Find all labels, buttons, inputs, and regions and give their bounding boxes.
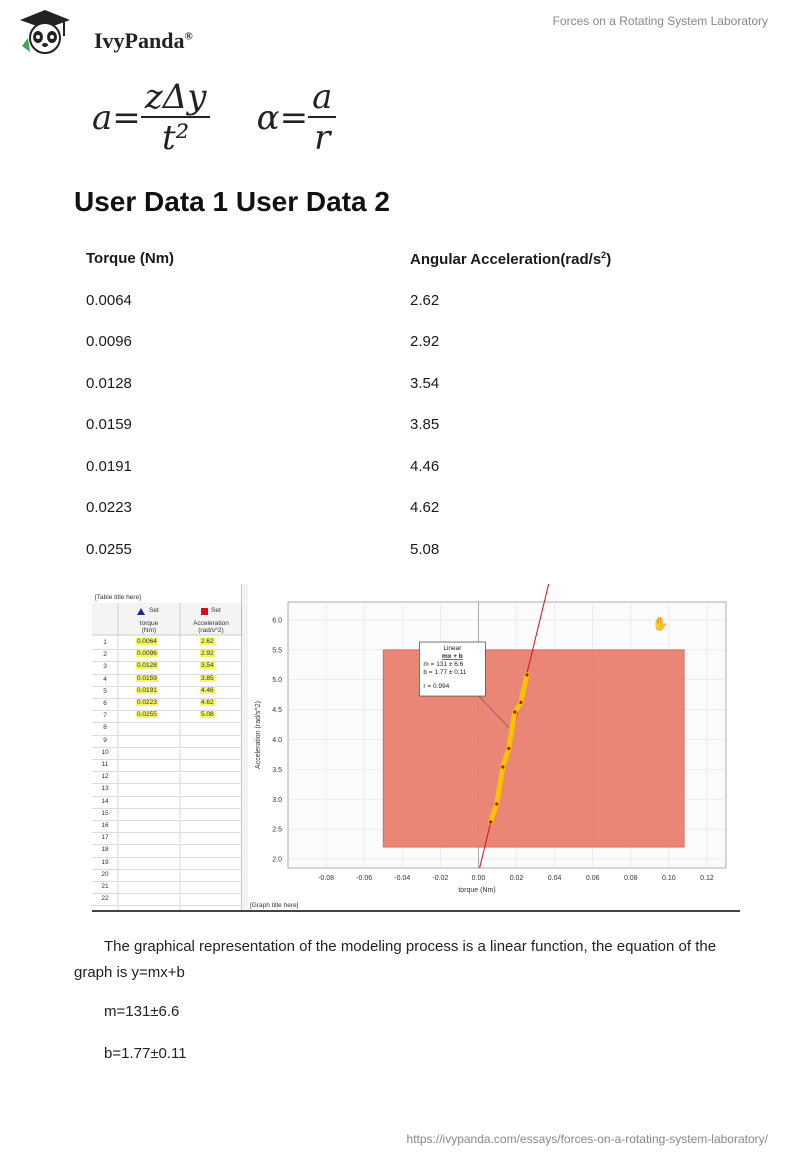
table-header-row bbox=[74, 238, 734, 280]
sheet-accel-cell[interactable]: 2.62 bbox=[201, 638, 214, 645]
y-tick-label: 3.5 bbox=[272, 766, 282, 774]
data-point bbox=[513, 710, 516, 713]
sheet-row-line bbox=[92, 710, 242, 711]
formula-2-lhs: α= bbox=[256, 98, 309, 138]
data-point bbox=[525, 673, 528, 676]
section-heading: User Data 1 User Data 2 bbox=[74, 186, 390, 217]
sheet-row-line bbox=[92, 905, 242, 906]
sheet-row-line bbox=[92, 808, 242, 809]
sheet-row-number: 7 bbox=[103, 712, 107, 720]
footer-url[interactable]: https://ivypanda.com/essays/forces-on-a-rotating-system-laboratory/ bbox=[406, 1132, 768, 1146]
sheet-row-number: 9 bbox=[103, 736, 107, 744]
fit-box-eq: mx + b bbox=[442, 653, 463, 661]
sheet-row-number: 20 bbox=[101, 870, 109, 878]
sheet-row-number: 12 bbox=[101, 773, 109, 781]
torque-cell: 0.0159 bbox=[86, 416, 132, 434]
sheet-torque-cell[interactable]: 0.0128 bbox=[137, 662, 157, 670]
acceleration-cell: 4.62 bbox=[410, 499, 440, 517]
x-tick-label: -0.08 bbox=[318, 875, 335, 882]
sheet-row-line bbox=[92, 893, 242, 894]
sheet-row-line bbox=[92, 869, 242, 870]
data-point bbox=[489, 820, 492, 823]
fit-box-title: Linear bbox=[443, 645, 462, 653]
sheet-row-number: 22 bbox=[101, 895, 109, 903]
sheet-row-line bbox=[92, 698, 242, 699]
acceleration-cell: 3.54 bbox=[410, 374, 440, 392]
sheet-torque-cell[interactable]: 0.0064 bbox=[137, 638, 157, 645]
sheet-row-number: 11 bbox=[101, 761, 109, 768]
table-row bbox=[74, 280, 734, 322]
col-acceleration-header: Angular $Acceleration(rad/s^2)$ bbox=[410, 249, 612, 268]
y-tick-label: 5.5 bbox=[272, 647, 282, 655]
formula-1-numerator: zΔy bbox=[141, 78, 211, 118]
sheet-row-line bbox=[92, 722, 242, 723]
m-value: m=131±6.6 bbox=[104, 1003, 180, 1020]
y-tick-label: 6.0 bbox=[272, 617, 282, 625]
spreadsheet-panel bbox=[92, 584, 242, 910]
formula-2-fraction bbox=[308, 78, 336, 158]
panda-icon bbox=[14, 8, 76, 56]
table-row bbox=[74, 487, 734, 529]
sheet-row-line bbox=[92, 820, 242, 821]
set-label-2: Set bbox=[211, 607, 221, 614]
y-tick-label: 4.0 bbox=[272, 736, 282, 744]
sheet-row-number: 18 bbox=[101, 846, 109, 854]
sheet-accel-cell[interactable]: 4.46 bbox=[201, 686, 214, 694]
table-title: [Table title here] bbox=[95, 594, 141, 601]
sheet-row-line bbox=[92, 661, 242, 662]
sheet-torque-cell[interactable]: 0.0223 bbox=[137, 699, 157, 706]
sheet-row-number: 14 bbox=[101, 797, 109, 805]
set-square-icon bbox=[201, 608, 208, 615]
x-tick-label: -0.04 bbox=[394, 875, 411, 882]
x-tick-label: 0.10 bbox=[662, 875, 676, 882]
data-point bbox=[501, 765, 504, 768]
brand-name: IvyPanda® bbox=[94, 28, 193, 53]
sheet-row-line bbox=[92, 649, 242, 650]
x-axis-label: torque (Nm) bbox=[458, 887, 496, 894]
sheet-row-line bbox=[92, 735, 242, 736]
sheet-row-number: 21 bbox=[101, 883, 109, 890]
document-title: Forces on a Rotating System Laboratory bbox=[552, 14, 768, 28]
sheet-row-line bbox=[92, 674, 242, 675]
sheet-row-number: 6 bbox=[103, 700, 107, 707]
ivypanda-logo[interactable] bbox=[14, 8, 214, 56]
sheet-row-number: 3 bbox=[103, 663, 107, 671]
formula-2-numerator: a bbox=[308, 78, 336, 118]
sheet-row-number: 4 bbox=[103, 675, 107, 683]
x-tick-label: 0.04 bbox=[547, 875, 562, 882]
acceleration-cell: 2.62 bbox=[410, 291, 440, 309]
torque-cell: 0.0223 bbox=[86, 499, 132, 517]
sheet-torque-cell[interactable]: 0.0191 bbox=[137, 686, 157, 694]
x-tick-label: 0.06 bbox=[585, 875, 600, 882]
sheet-accel-cell[interactable]: 2.92 bbox=[201, 650, 214, 658]
sheet-accel-cell[interactable]: 4.62 bbox=[201, 699, 214, 706]
x-tick-label: 0.12 bbox=[700, 875, 714, 882]
formula-1-lhs: a= bbox=[92, 98, 141, 138]
page-header bbox=[0, 0, 800, 60]
table-row bbox=[74, 529, 734, 571]
y-tick-label: 5.0 bbox=[272, 677, 282, 685]
x-tick-label: 0.02 bbox=[509, 875, 524, 882]
sheet-row-line bbox=[92, 747, 242, 748]
data-point bbox=[519, 701, 522, 704]
set-label-1: Set bbox=[149, 607, 159, 614]
y-tick-label: 4.5 bbox=[272, 707, 282, 715]
sheet-row-number: 10 bbox=[101, 748, 109, 756]
acceleration-cell: 5.08 bbox=[410, 540, 440, 558]
sheet-row-number: 1 bbox=[103, 639, 107, 646]
data-table bbox=[74, 238, 734, 570]
sheet-row-number: 16 bbox=[101, 822, 109, 829]
sheet-torque-cell[interactable]: 0.0096 bbox=[137, 650, 157, 658]
sheet-row-line bbox=[92, 844, 242, 845]
sheet-row-number: 13 bbox=[101, 785, 109, 793]
table-row bbox=[74, 363, 734, 405]
fit-box-m: m = 131 ± 6.6 bbox=[423, 661, 464, 669]
sheet-row-number: 8 bbox=[103, 724, 107, 732]
acceleration-vs-torque-chart bbox=[248, 584, 740, 910]
y-tick-label: 2.0 bbox=[272, 856, 282, 864]
torque-cell: 0.0191 bbox=[86, 457, 132, 475]
table-row bbox=[74, 321, 734, 363]
y-tick-label: 3.0 bbox=[272, 796, 282, 804]
sheet-accel-cell[interactable]: 3.85 bbox=[201, 674, 214, 682]
fit-box-b: b = 1.77 ± 0.11 bbox=[423, 669, 467, 677]
sheet-row-number: 2 bbox=[103, 651, 107, 659]
torque-cell: 0.0128 bbox=[86, 374, 132, 392]
graph-title: [Graph title here] bbox=[250, 902, 299, 909]
software-screenshot bbox=[92, 584, 740, 912]
sheet-row-line bbox=[92, 783, 242, 784]
y-tick-label: 2.5 bbox=[272, 826, 282, 834]
data-point bbox=[507, 747, 510, 750]
data-point bbox=[495, 802, 498, 805]
acceleration-cell: 4.46 bbox=[410, 457, 440, 475]
sheet-row-line bbox=[92, 686, 242, 687]
sheet-accel-cell[interactable]: 3.54 bbox=[201, 662, 214, 670]
table-row bbox=[74, 404, 734, 446]
sheet-torque-cell[interactable]: 0.0255 bbox=[137, 711, 157, 719]
formula-2-denominator: r bbox=[314, 118, 331, 158]
x-tick-label: -0.06 bbox=[356, 875, 373, 882]
x-tick-label: -0.02 bbox=[432, 875, 449, 882]
torque-cell: 0.0064 bbox=[86, 291, 132, 309]
sheet-row-number: 15 bbox=[101, 809, 109, 817]
b-value: b=1.77±0.11 bbox=[104, 1045, 187, 1062]
sheet-row-line bbox=[92, 832, 242, 833]
torque-cell: 0.0255 bbox=[86, 540, 132, 558]
formula-1-fraction bbox=[141, 78, 211, 158]
hand-cursor-icon: ✋ bbox=[652, 616, 669, 631]
sheet-row-number: 19 bbox=[101, 858, 109, 866]
sheet-torque-cell[interactable]: 0.0159 bbox=[137, 674, 157, 682]
col-accel-label: Acceleration (rad/s^2) bbox=[193, 620, 229, 634]
sheet-row-line bbox=[92, 881, 242, 882]
sheet-accel-cell[interactable]: 5.08 bbox=[201, 711, 214, 719]
fit-box-r: r = 0.994 bbox=[423, 683, 450, 691]
x-tick-label: 0.08 bbox=[623, 875, 638, 882]
y-axis-label: Acceleration (rad/s^2) bbox=[255, 701, 262, 769]
x-tick-label: 0.00 bbox=[471, 875, 486, 882]
sheet-row-line bbox=[92, 796, 242, 797]
acceleration-cell: 2.92 bbox=[410, 333, 440, 351]
sheet-row-line bbox=[92, 857, 242, 858]
col-torque-label: torque (Nm) bbox=[139, 620, 159, 634]
formula-1-denominator: t² bbox=[161, 118, 190, 158]
sheet-row-number: 17 bbox=[101, 834, 109, 842]
torque-cell: 0.0096 bbox=[86, 333, 132, 351]
sheet-row-line bbox=[92, 759, 242, 760]
acceleration-cell: 3.85 bbox=[410, 416, 440, 434]
col-torque-header: Torque (Nm) bbox=[86, 250, 175, 268]
formulas bbox=[92, 78, 336, 168]
table-row bbox=[74, 446, 734, 488]
graph-panel bbox=[248, 584, 740, 910]
sheet-row-line bbox=[92, 771, 242, 772]
sheet-row-number: 5 bbox=[103, 687, 107, 695]
paragraph: The graphical representation of the modeling process is a linear function, the equation of the graph is y=mx+b bbox=[74, 938, 717, 981]
